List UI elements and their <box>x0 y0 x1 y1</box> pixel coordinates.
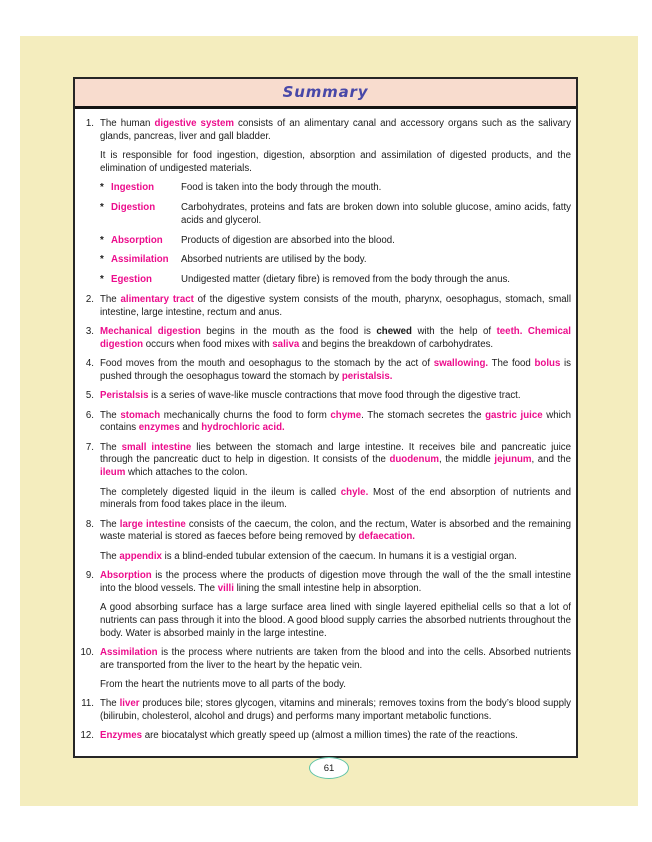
asterisk-bullet-icon: * <box>100 182 104 194</box>
bullet-item <box>100 202 571 228</box>
bullet-description <box>181 274 571 287</box>
item-number: 4. <box>85 358 94 370</box>
item-number: 2. <box>85 293 94 305</box>
term-highlight: jejunum <box>494 454 532 466</box>
summary-title: Summary <box>75 79 576 109</box>
bullet-description <box>181 182 571 195</box>
item-body <box>100 410 571 442</box>
term-highlight: Absorption <box>100 570 152 582</box>
body-text: , the middle <box>438 454 495 466</box>
list-item <box>79 698 571 730</box>
term-highlight: saliva <box>272 338 300 350</box>
textbook-page <box>20 36 638 806</box>
item-body <box>100 118 571 294</box>
body-text: of the digestive system consists of the mouth, pharynx, oesophagus, stomach, small intestine, large intestine, rectum and anus. <box>100 293 571 318</box>
list-item <box>79 358 571 390</box>
term-highlight: large intestine <box>119 518 186 530</box>
item-body <box>100 519 571 570</box>
item-paragraph <box>100 679 571 692</box>
body-text: consists of the caecum, the colon, and the rectum, Water is absorbed and the remaining waste material is stored as faeces before being removed by <box>100 518 571 543</box>
term-highlight: duodenum <box>389 454 439 466</box>
item-paragraph <box>100 570 571 596</box>
body-text: and <box>179 422 202 434</box>
body-text: is the process where the products of digestion move through the wall of the the small intestine into the blood vessels. The <box>100 570 571 594</box>
item-paragraph <box>100 602 571 640</box>
body-text: The <box>100 698 120 710</box>
list-item <box>79 519 571 570</box>
term-highlight: defaecation. <box>358 531 415 543</box>
list-item <box>79 442 571 519</box>
bullet-item <box>100 235 571 248</box>
item-number: 6. <box>85 409 94 421</box>
item-paragraph <box>100 730 571 743</box>
bullet-label: Assimilation <box>111 254 169 266</box>
body-text: A good absorbing surface has a large surface area lined with single layered epithelial cells so that a lot of nutrients can pass through it into the blood. A good blood supply carries the absorbed nutrients throughout the body. Water is absorbed mainly in the large intestine. <box>100 602 571 639</box>
asterisk-bullet-icon: * <box>100 254 104 266</box>
bullet-description <box>181 254 571 267</box>
item-paragraph <box>100 647 571 673</box>
item-paragraph <box>100 487 571 513</box>
item-paragraph <box>100 442 571 480</box>
body-text: Absorbed nutrients are utilised by the body. <box>181 254 367 266</box>
item-paragraph <box>100 698 571 724</box>
item-body <box>100 647 571 698</box>
item-body <box>100 442 571 519</box>
body-text: From the heart the nutrients move to all parts of the body. <box>100 679 346 691</box>
term-highlight: chyle. <box>340 486 369 498</box>
body-text: The food <box>488 358 535 370</box>
item-body <box>100 358 571 390</box>
term-highlight: digestive system <box>154 118 234 129</box>
body-text: occurs when food mixes with <box>143 338 273 350</box>
body-text: is the process where nutrients are taken from the blood and into the cells. Absorbed nutrients are transported from the liver to the heart by the hepatic vein. <box>100 647 571 671</box>
bullet-label: Absorption <box>111 234 163 246</box>
body-text: and begins the breakdown of carbohydrates. <box>299 338 494 350</box>
item-paragraph <box>100 326 571 352</box>
item-number: 7. <box>85 441 94 453</box>
page-number: 61 <box>323 762 335 774</box>
term-highlight: liver <box>119 698 140 710</box>
body-text: It is responsible for food ingestion, digestion, absorption and assimilation of digested products, and the elimination of undigested materials. <box>100 150 571 174</box>
term-highlight: swallowing. <box>433 358 489 370</box>
list-item <box>79 730 571 749</box>
item-number: 5. <box>85 390 94 402</box>
term-highlight: Chemical digestion <box>100 326 571 350</box>
item-number: 9. <box>85 570 94 582</box>
item-paragraph <box>100 519 571 545</box>
term-highlight: ileum <box>100 467 126 479</box>
bullet-label: Ingestion <box>111 182 155 194</box>
bullet-label: Digestion <box>111 201 156 213</box>
term-highlight: hydrochloric acid. <box>201 422 285 434</box>
item-number: 8. <box>85 518 94 530</box>
body-text: begins in the mouth as the food is <box>200 326 377 338</box>
item-body <box>100 698 571 730</box>
body-text: Undigested matter (dietary fibre) is removed from the body through the anus. <box>181 274 511 286</box>
item-paragraph <box>100 410 571 436</box>
body-text: lies between the stomach and large intestine. It receives bile and pancreatic juice through the pancreatic duct to help in digestion. It consists of the <box>100 441 571 466</box>
item-paragraph <box>100 118 571 144</box>
body-text: mechanically churns the food to form <box>160 409 331 421</box>
bold-text: chewed <box>376 326 412 338</box>
body-text: is a blind-ended tubular extension of the caecum. In humans it is a vestigial organ. <box>161 550 517 562</box>
bullet-description <box>181 235 571 248</box>
body-text: produces bile; stores glycogen, vitamins and minerals; removes toxins from the body’s blood supply (bilirubin, cholesterol, alcohol and drugs) and performs many important metabolic functions. <box>100 698 571 723</box>
body-text: lining the small intestine help in absorption. <box>233 582 422 594</box>
list-item <box>79 294 571 326</box>
body-text: The <box>100 550 120 562</box>
term-highlight: Enzymes <box>100 730 142 742</box>
term-highlight: teeth. <box>496 326 523 338</box>
item-number: 12. <box>80 730 94 742</box>
item-body <box>100 730 571 749</box>
term-highlight: stomach <box>120 409 161 421</box>
list-item <box>79 647 571 698</box>
item-paragraph <box>100 358 571 384</box>
body-text: Carbohydrates, proteins and fats are broken down into soluble glucose, amino acids, fatty acids and glycerol. <box>181 201 571 226</box>
term-highlight: bolus <box>534 358 561 370</box>
term-highlight: small intestine <box>121 441 192 453</box>
list-item <box>79 326 571 358</box>
term-highlight: peristalsis. <box>341 370 393 382</box>
item-paragraph <box>100 294 571 320</box>
body-text: , and the <box>531 454 571 466</box>
asterisk-bullet-icon: * <box>100 274 104 286</box>
item-body <box>100 390 571 409</box>
body-text: Food is taken into the body through the mouth. <box>181 182 382 194</box>
list-item <box>79 570 571 647</box>
item-number: 10. <box>80 647 94 658</box>
bullet-description <box>181 202 571 228</box>
page-number-badge <box>309 757 349 779</box>
body-text: Food moves from the mouth and oesophagus to the stomach by the act of <box>100 358 434 370</box>
body-text: . The stomach secretes the <box>361 409 486 421</box>
item-number: 3. <box>85 326 94 338</box>
list-item <box>79 410 571 442</box>
body-text: The completely digested liquid in the ileum is called <box>100 486 341 498</box>
body-text: The <box>100 409 121 421</box>
summary-content <box>75 109 576 756</box>
body-text: Products of digestion are absorbed into the blood. <box>181 234 395 246</box>
summary-box <box>73 77 578 758</box>
term-highlight: enzymes <box>138 422 180 434</box>
bullet-label: Egestion <box>111 274 152 286</box>
item-body <box>100 326 571 358</box>
body-text: is pushed through the oesophagus toward the stomach by <box>100 358 572 382</box>
body-text: The human <box>100 118 155 129</box>
item-paragraph <box>100 390 571 403</box>
item-body <box>100 294 571 326</box>
asterisk-bullet-icon: * <box>100 234 104 246</box>
bullet-item <box>100 274 571 287</box>
term-highlight: alimentary tract <box>120 293 194 305</box>
item-paragraph <box>100 150 571 176</box>
term-highlight: chyme <box>330 409 362 421</box>
list-item <box>79 390 571 409</box>
body-text: The <box>100 441 122 453</box>
term-highlight: Mechanical digestion <box>100 326 201 338</box>
item-number: 1. <box>85 118 94 129</box>
body-text: which contains <box>100 409 571 434</box>
item-number: 11. <box>81 698 94 710</box>
term-highlight: villi <box>217 582 234 594</box>
body-text: with the help of <box>411 326 497 338</box>
body-text: consists of an alimentary canal and accessory organs such as the salivary glands, pancreas, liver and gall bladder. <box>100 118 571 142</box>
item-body <box>100 570 571 647</box>
body-text: is a series of wave-like muscle contractions that move food through the digestive tract. <box>148 390 521 402</box>
body-text: The <box>100 518 120 530</box>
bullet-item <box>100 254 571 267</box>
body-text: which attaches to the colon. <box>125 467 248 479</box>
body-text: Most of the end absorption of nutrients and minerals from food takes place in the ileum. <box>100 486 572 511</box>
term-highlight: gastric juice <box>485 409 543 421</box>
term-highlight: appendix <box>119 550 162 562</box>
body-text: The <box>100 293 121 305</box>
term-highlight: Peristalsis <box>100 390 149 402</box>
bullet-item <box>100 182 571 195</box>
item-paragraph <box>100 551 571 564</box>
list-item <box>79 118 571 294</box>
term-highlight: Assimilation <box>100 647 158 658</box>
body-text: are biocatalyst which greatly speed up (almost a million times) the rate of the reactions. <box>142 730 518 742</box>
asterisk-bullet-icon: * <box>100 201 104 213</box>
